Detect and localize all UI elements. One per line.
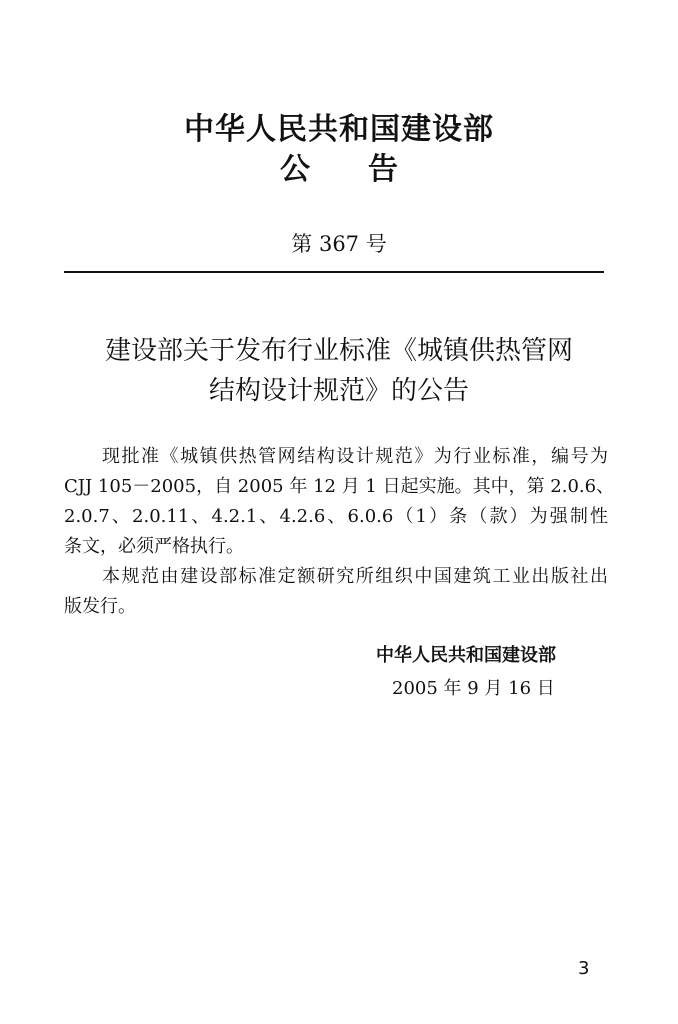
paragraph-line: 条文，必须严格执行。 <box>64 536 244 557</box>
signature-issuer: 中华人民共和国建设部 <box>376 645 556 666</box>
announcement-title-line-1: 建设部关于发布行业标准《城镇供热管网 <box>104 336 573 366</box>
paragraph-line: CJJ 105－2005，自 2005 年 12 月 1 日起实施。其中，第 2.0.6、 <box>64 476 615 497</box>
announcement-title-line-2: 结构设计规范》的公告 <box>208 376 469 406</box>
document-type: 公告 <box>280 152 456 187</box>
body-paragraph-1 <box>64 442 615 562</box>
paragraph-line: 本规范由建设部标准定额研究所组织中国建筑工业出版社出 <box>102 566 608 587</box>
announcement-body <box>64 442 615 622</box>
issuer-title: 中华人民共和国建设部 <box>184 112 494 147</box>
page-number: 3 <box>578 958 590 979</box>
header-divider <box>64 271 604 273</box>
paragraph-line: 2.0.7、2.0.11、4.2.1、4.2.6、6.0.6（1）条（款）为强制性 <box>64 506 608 527</box>
signature-date: 2005 年 9 月 16 日 <box>392 678 555 699</box>
paragraph-line: 版发行。 <box>64 596 136 617</box>
paragraph-line: 现批准《城镇供热管网结构设计规范》为行业标准，编号为 <box>102 446 608 467</box>
body-paragraph-2 <box>64 562 608 622</box>
document-number: 第 367 号 <box>291 232 387 256</box>
